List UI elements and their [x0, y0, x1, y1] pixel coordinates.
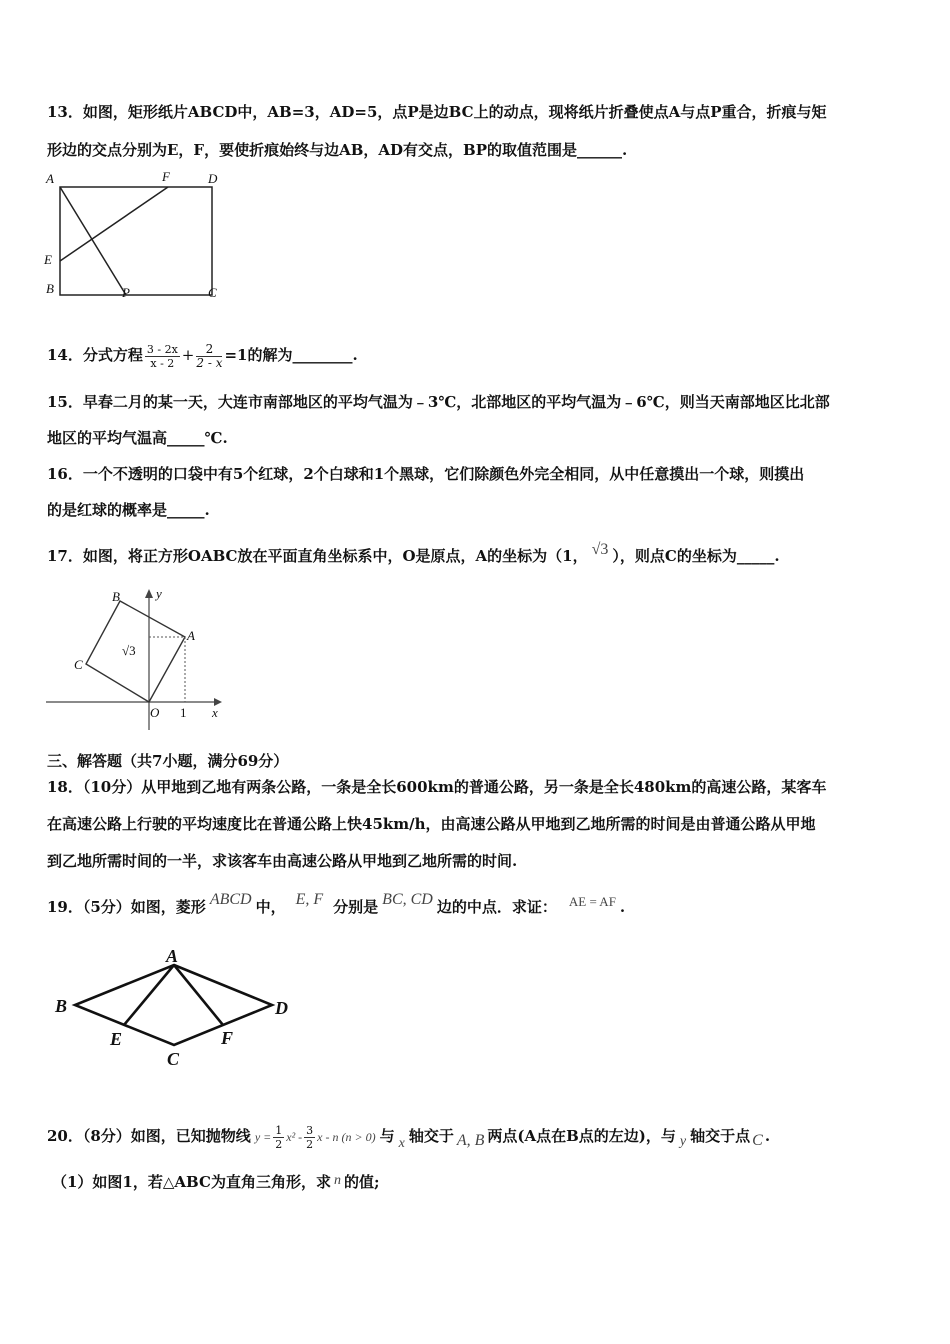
q20-end: . [764, 1127, 771, 1145]
q17-sqrt3: √3 [591, 541, 609, 558]
q20-32-num: 3 [306, 1123, 314, 1137]
section3-title: 三、解答题（共7小题，满分69分） [47, 752, 289, 770]
q14-frac1-num: 3 - 2x [146, 342, 178, 356]
q13-label-d: D [208, 171, 218, 186]
q14-fraction-1 [145, 343, 180, 370]
q17-label-o: O [150, 705, 160, 720]
q20-text2: 轴交于 [408, 1127, 454, 1145]
q14-line [47, 338, 358, 372]
q19-label-f: F [221, 1028, 234, 1048]
q20-math-ab: A, B [456, 1132, 485, 1149]
q19-end: . [619, 898, 626, 916]
q17-label-b: B [112, 589, 120, 604]
q19-rhombus-figure [50, 945, 300, 1070]
q19-label-d: D [275, 998, 288, 1018]
q19-line [47, 892, 625, 923]
q14-suffix: =1的解为________. [224, 346, 358, 364]
q13-label-a: A [46, 171, 54, 186]
q19-rhombus-abcd [75, 965, 272, 1045]
q20-frac-32 [304, 1124, 315, 1151]
q15-line2: 地区的平均气温高_____℃. [47, 429, 228, 447]
q15-line1: 15．早春二月的某一天，大连市南部地区的平均气温为﹣3℃，北部地区的平均气温为﹣6℃，则当天南部地区比北部 [47, 393, 830, 411]
q13-line-ef [60, 187, 168, 261]
q20-sub1-prefix: （1）如图1，若△ABC为直角三角形，求 [52, 1173, 331, 1191]
q20-eq-x2: x² - [286, 1130, 303, 1144]
q20-half-num: 1 [275, 1123, 283, 1137]
q17-label-a: A [187, 628, 195, 643]
q20-sub1-suffix: 的值; [343, 1173, 380, 1191]
q14-prefix: 14．分式方程 [47, 346, 143, 364]
q17-label-c: C [74, 657, 83, 672]
q18-line2: 在高速公路上行驶的平均速度比在普通公路上快45km/h，由高速公路从甲地到乙地所需的时间是由普通公路从甲地 [47, 815, 816, 833]
q19-prefix: 19．（5分）如图，菱形 [47, 898, 206, 916]
q20-sub1 [52, 1172, 380, 1194]
q17-label-1: 1 [180, 705, 187, 720]
q19-label-a: A [166, 946, 179, 966]
q13-line-ap [60, 187, 126, 295]
q20-text4: 轴交于点 [690, 1127, 751, 1145]
q20-line [47, 1118, 770, 1156]
q20-math-c: C [752, 1132, 763, 1149]
q13-label-e: E [44, 252, 52, 267]
q17-y-arrow [145, 589, 153, 598]
q17-line [47, 541, 780, 567]
q19-text3: 边的中点．求证： [436, 898, 557, 916]
q19-math-abcd: ABCD [209, 891, 252, 908]
q16-line2: 的是红球的概率是_____. [47, 501, 210, 519]
q16-line1: 16．一个不透明的口袋中有5个红球，2个白球和1个黑球，它们除颜色外完全相同，从中任意摸出一个球，则摸出 [47, 465, 805, 483]
q19-text1: 中， [255, 898, 286, 916]
q13-label-c: C [208, 285, 217, 300]
q20-prefix: 20．（8分）如图，已知抛物线 [47, 1127, 251, 1145]
q17-label-y: y [156, 586, 162, 601]
q20-eq-rest: x - n (n > 0) [317, 1130, 376, 1144]
q13-label-f: F [162, 169, 170, 184]
q19-label-b: B [55, 996, 68, 1016]
q20-half-den: 2 [275, 1137, 283, 1151]
q17-coordinate-figure [42, 585, 227, 735]
q17-label-x: x [212, 705, 218, 720]
q14-fraction-2 [196, 343, 222, 370]
q20-math-y: y [679, 1134, 687, 1149]
q20-eq-y: y = [254, 1130, 272, 1144]
q20-32-den: 2 [306, 1137, 314, 1151]
q20-sub1-n: n [333, 1173, 341, 1188]
q14-plus: + [181, 346, 195, 364]
q20-text1: 与 [379, 1127, 395, 1145]
q20-frac-half [273, 1124, 284, 1151]
q13-rect-abcd [60, 187, 212, 295]
q13-line1: 13．如图，矩形纸片ABCD中，AB=3，AD=5，点P是边BC上的动点，现将纸片折叠使点A与点P重合，折痕与矩 [47, 103, 827, 121]
q19-math-bccd: BC, CD [382, 891, 433, 908]
q18-line1: 18．（10分）从甲地到乙地有两条公路，一条是全长600km的普通公路，另一条是全长480km的高速公路，某客车 [47, 778, 827, 796]
q19-math-aeaf: AE = AF [568, 894, 616, 909]
q18-line3: 到乙地所需时间的一半，求该客车由高速公路从甲地到乙地所需的时间. [47, 852, 518, 870]
q17-suffix: ），则点C的坐标为_____. [612, 547, 780, 565]
q13-line2: 形边的交点分别为E，F，要使折痕始终与边AB，AD有交点，BP的取值范围是______. [47, 141, 628, 159]
q13-label-p: P [122, 285, 130, 300]
q20-math-x: x [398, 1136, 405, 1151]
q14-frac1-den: x - 2 [150, 356, 175, 370]
q19-label-c: C [167, 1049, 180, 1069]
q13-rectangle-figure [40, 168, 230, 303]
q19-label-e: E [110, 1029, 123, 1049]
q13-label-b: B [46, 281, 54, 296]
q19-text2: 分别是 [333, 898, 379, 916]
q20-text3: 两点(A点在B点的左边)，与 [487, 1127, 676, 1145]
q17-prefix: 17．如图，将正方形OABC放在平面直角坐标系中，O是原点，A的坐标为（1， [47, 547, 588, 565]
q14-frac2-den: 2 - x [196, 355, 223, 370]
q19-math-ef: E, F [295, 891, 324, 908]
q14-frac2-num: 2 [196, 343, 222, 357]
q17-label-sqrt3: √3 [122, 643, 136, 658]
